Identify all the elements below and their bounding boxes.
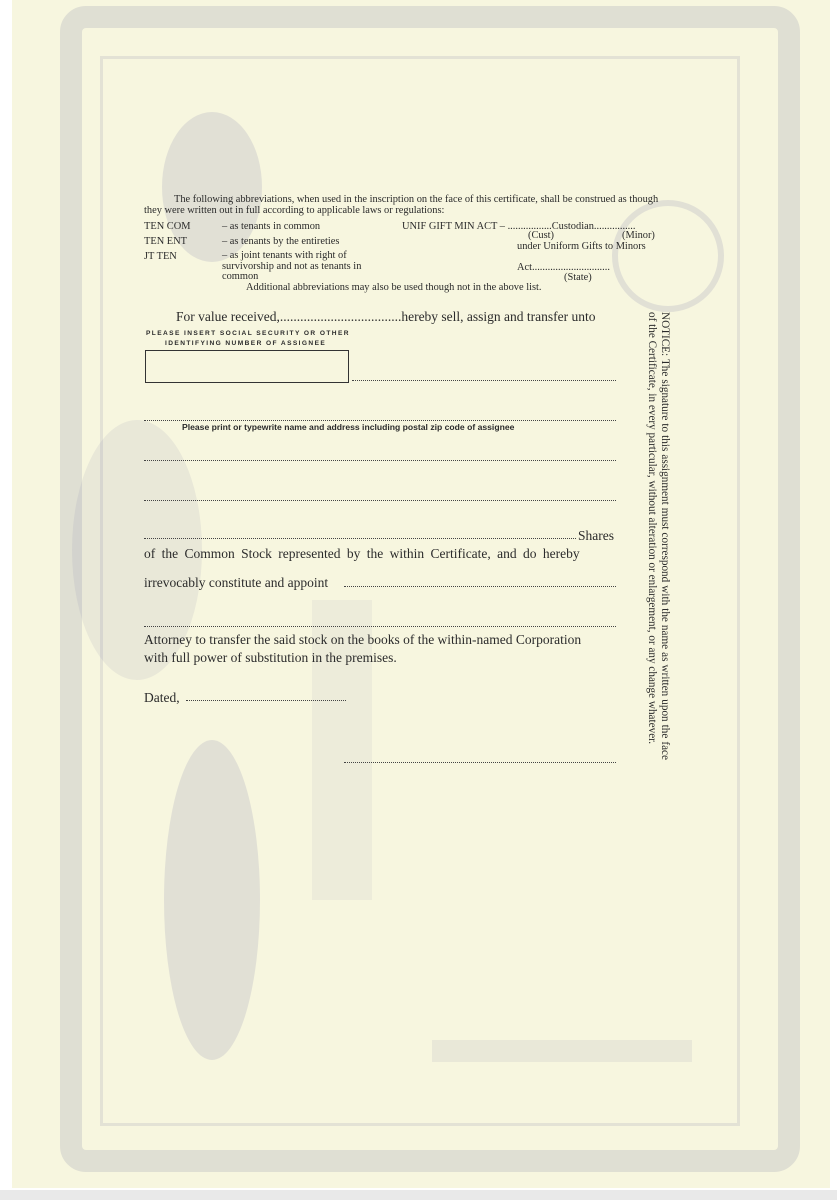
uniform-gifts-text: under Uniform Gifts to Minors: [517, 241, 646, 252]
unif-gift-dots: .................: [507, 221, 552, 232]
date-line[interactable]: [186, 700, 346, 701]
act-dots: ..............................: [532, 262, 610, 273]
print-instruction: Please print or typewrite name and address including postal zip code of assignee: [182, 422, 515, 432]
signature-notice: NOTICE: The signature to this assignment must correspond with the name as written upon the face of the Certificate, in every particular, without alteration or enlargement, or any change whatever.: [646, 312, 671, 760]
shares-label: Shares: [578, 528, 614, 543]
abbreviations-intro: [144, 194, 674, 216]
act-label: Act: [517, 262, 533, 273]
custodian-label: Custodian: [551, 221, 594, 232]
for-value-received: For value received,: [176, 309, 280, 324]
attorney-name-line[interactable]: [344, 586, 616, 587]
unif-gift-label: UNIF GIFT MIN ACT –: [402, 221, 505, 232]
show-through-vignette-bottom: [164, 740, 260, 1060]
address-line-2[interactable]: [144, 500, 616, 501]
abbr-meaning: – as tenants in common: [222, 221, 321, 232]
irrevocably-text: irrevocably constitute and appoint: [144, 575, 329, 590]
signature-line[interactable]: [344, 762, 616, 763]
cust-label: (Cust): [528, 230, 554, 241]
transfer-unto: hereby sell, assign and transfer unto: [401, 309, 596, 324]
custodian-dots: ................: [593, 221, 636, 232]
common-stock-text: of the Common Stock represented by the within Certificate, and do hereby: [144, 546, 580, 561]
abbr-meaning: – as joint tenants with right of survivorship and not as tenants in common: [222, 250, 362, 282]
ssn-label-line-2: IDENTIFYING NUMBER OF ASSIGNEE: [165, 340, 327, 347]
address-line-1[interactable]: [144, 460, 616, 461]
for-value-dots: ....................................: [279, 309, 402, 324]
certificate-back: [12, 0, 830, 1188]
show-through-footer: [432, 1040, 692, 1062]
abbr-meaning: – as tenants by the entireties: [222, 236, 340, 247]
additional-abbreviations: Additional abbreviations may also be used though not in the above list.: [246, 282, 542, 293]
abbreviations-intro-text: The following abbreviations, when used in the inscription on the face of this certificate, shall be construed as though they were written out in full according to applicable laws or regulations:: [144, 194, 659, 216]
ssn-input-box[interactable]: [145, 350, 349, 383]
assignee-name-line[interactable]: [352, 380, 616, 381]
attorney-line-2[interactable]: [144, 626, 616, 627]
shares-line[interactable]: [144, 538, 576, 539]
abbr-key: TEN COM: [144, 221, 191, 232]
assignee-line-2[interactable]: [144, 420, 616, 421]
abbr-key: JT TEN: [144, 251, 177, 262]
abbr-key: TEN ENT: [144, 236, 187, 247]
attorney-text-1: Attorney to transfer the said stock on the books of the within-named Corporation: [144, 632, 582, 647]
dated-label: Dated,: [144, 690, 180, 705]
state-label: (State): [564, 272, 592, 283]
ssn-label-line-1: PLEASE INSERT SOCIAL SECURITY OR OTHER: [146, 330, 350, 337]
scan-edge: [0, 1190, 837, 1200]
show-through-seal: [612, 200, 724, 312]
minor-label: (Minor): [622, 230, 655, 241]
attorney-text-2: with full power of substitution in the premises.: [144, 650, 397, 665]
